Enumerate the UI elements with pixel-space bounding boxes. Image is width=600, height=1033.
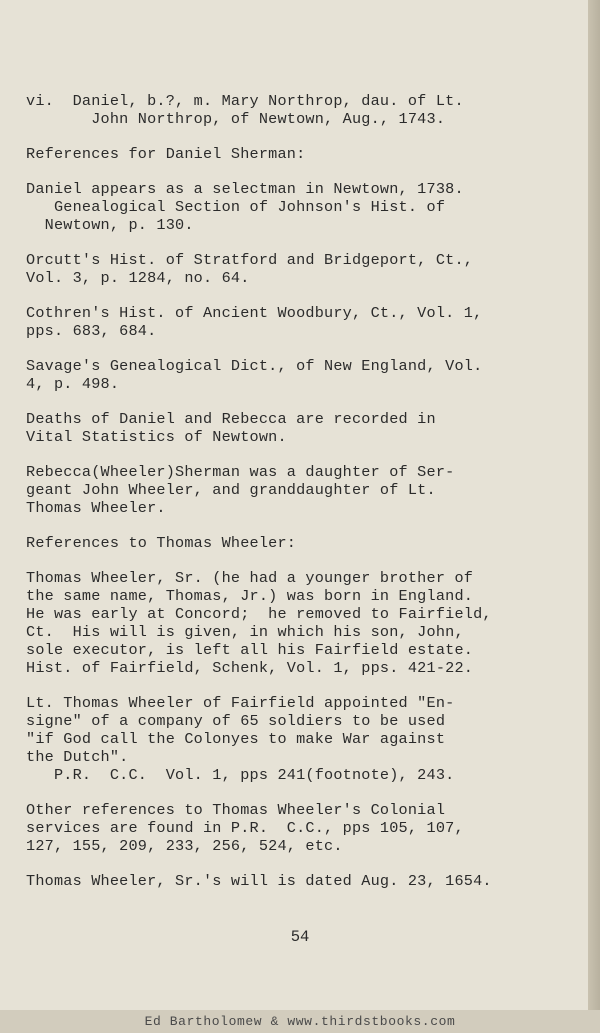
paragraph-line: P.R. C.C. Vol. 1, pps 241(footnote), 243.	[26, 766, 455, 784]
paragraph	[26, 251, 586, 287]
genealogy-entry	[26, 92, 586, 128]
entry-line: vi. Daniel, b.?, m. Mary Northrop, dau. of Lt.	[26, 92, 464, 110]
paragraph-line: the Dutch".	[26, 748, 129, 766]
paragraph	[26, 872, 586, 890]
paragraph-line: Other references to Thomas Wheeler's Colonial	[26, 801, 446, 819]
paragraph-line: "if God call the Colonyes to make War against	[26, 730, 446, 748]
page-number: 54	[290, 928, 310, 946]
paragraph-line: Vital Statistics of Newtown.	[26, 428, 287, 446]
entry-line: John Northrop, of Newtown, Aug., 1743.	[26, 110, 446, 128]
paragraph	[26, 801, 586, 855]
paragraph	[26, 180, 586, 234]
paragraph-line: Vol. 3, p. 1284, no. 64.	[26, 269, 250, 287]
paragraph	[26, 569, 586, 677]
paragraph-line: He was early at Concord; he removed to Fairfield,	[26, 605, 492, 623]
references-heading	[26, 145, 586, 163]
paragraph-line: Cothren's Hist. of Ancient Woodbury, Ct., Vol. 1,	[26, 304, 483, 322]
section-heading	[26, 534, 586, 552]
paragraph-line: Thomas Wheeler, Sr.'s will is dated Aug. 23, 1654.	[26, 872, 492, 890]
heading-line: References for Daniel Sherman:	[26, 145, 306, 163]
paragraph-line: Orcutt's Hist. of Stratford and Bridgeport, Ct.,	[26, 251, 474, 269]
paragraph-line: Lt. Thomas Wheeler of Fairfield appointed "En-	[26, 694, 455, 712]
page-gutter	[588, 0, 600, 1010]
paragraph-line: 127, 155, 209, 233, 256, 524, etc.	[26, 837, 343, 855]
paragraph	[26, 463, 586, 517]
paragraph	[26, 410, 586, 446]
paragraph-line: Hist. of Fairfield, Schenk, Vol. 1, pps. 421-22.	[26, 659, 474, 677]
paragraph-line: References to Thomas Wheeler:	[26, 534, 297, 552]
paragraph-line: Daniel appears as a selectman in Newtown, 1738.	[26, 180, 464, 198]
paragraph-line: services are found in P.R. C.C., pps 105, 107,	[26, 819, 464, 837]
paragraph-line: Ct. His will is given, in which his son, John,	[26, 623, 464, 641]
paragraph-line: signe" of a company of 65 soldiers to be used	[26, 712, 446, 730]
credit-watermark: Ed Bartholomew & www.thirdstbooks.com	[144, 1014, 456, 1029]
paragraph-line: geant John Wheeler, and granddaughter of Lt.	[26, 481, 436, 499]
paragraph-line: Genealogical Section of Johnson's Hist. of	[26, 198, 446, 216]
paragraph-line: Deaths of Daniel and Rebecca are recorded in	[26, 410, 436, 428]
paragraph-line: Savage's Genealogical Dict., of New England, Vol.	[26, 357, 483, 375]
paragraph	[26, 304, 586, 340]
paragraph-line: Rebecca(Wheeler)Sherman was a daughter of Ser-	[26, 463, 455, 481]
paragraph-line: Newtown, p. 130.	[26, 216, 194, 234]
paragraph-line: Thomas Wheeler.	[26, 499, 166, 517]
paragraph-line: sole executor, is left all his Fairfield estate.	[26, 641, 474, 659]
paragraph-line: Thomas Wheeler, Sr. (he had a younger brother of	[26, 569, 474, 587]
paragraph	[26, 694, 586, 784]
paragraph-line: 4, p. 498.	[26, 375, 120, 393]
page-text	[26, 92, 586, 907]
paragraph	[26, 357, 586, 393]
paragraph-line: the same name, Thomas, Jr.) was born in England.	[26, 587, 474, 605]
paragraph-line: pps. 683, 684.	[26, 322, 157, 340]
